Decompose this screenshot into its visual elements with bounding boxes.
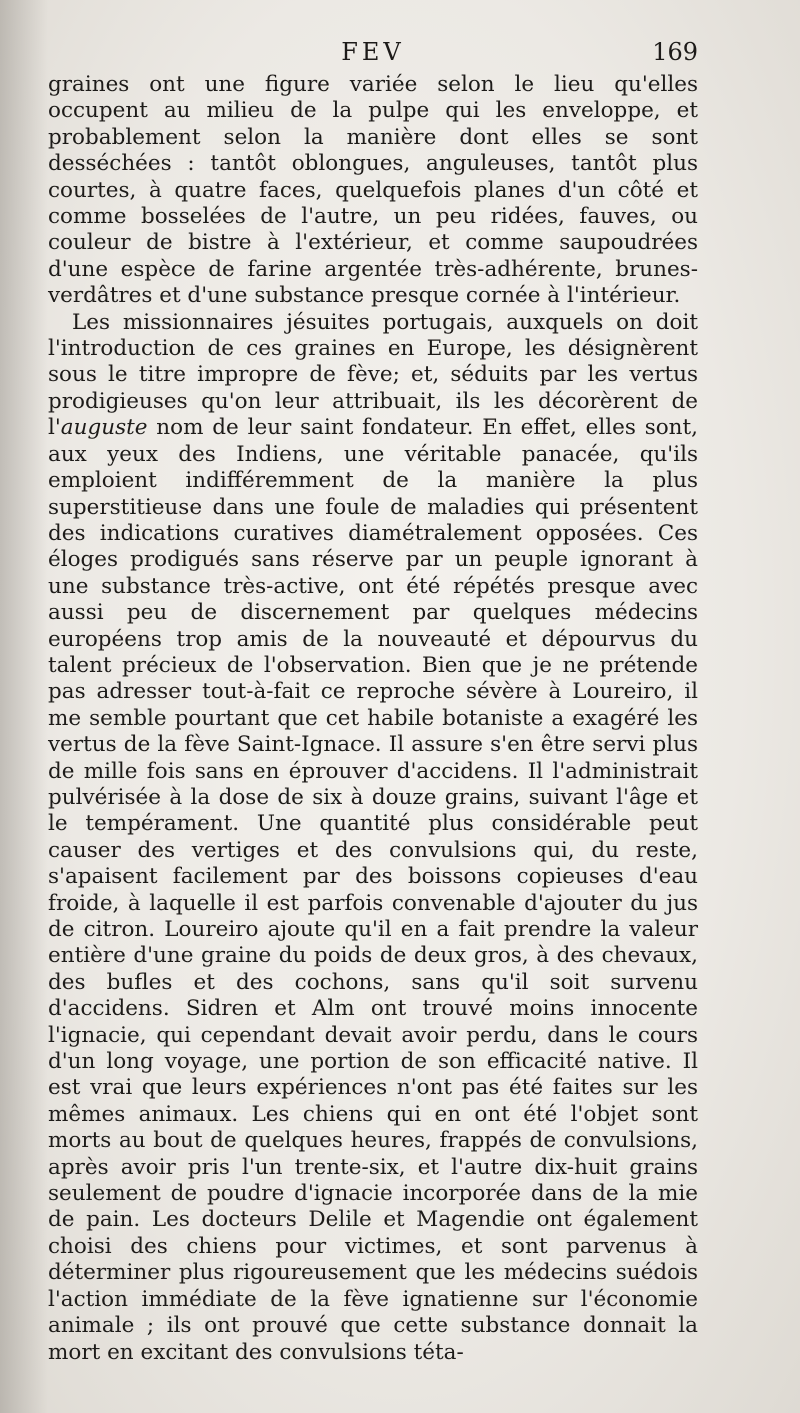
body-text [48,72,698,1366]
binding-shadow [0,0,48,1413]
page-number: 169 [652,38,698,66]
paragraph-2 [48,310,698,1366]
italic-word-auguste: auguste [60,415,148,441]
paragraph-1: graines ont une figure variée selon le lieu qu'elles occupent au milieu de la pulpe qui les enveloppe, et probablement selon la manière dont elles se sont desséchées : tantôt oblongues, anguleuses, tantôt plus courtes, à quatre faces, quelquefois planes d'un côté et comme bosselées de l'autre, un peu ridées, fauves, ou couleur de bistre à l'extérieur, et comme saupoudrées d'une espèce de farine argentée très-adhérente, brunes-verdâtres et d'une substance presque cornée à l'intérieur. [48,72,698,309]
page-header [48,38,698,74]
paragraph-2-part-2: nom de leur saint fondateur. En effet, elles sont, aux yeux des Indiens, une véritable panacée, qu'ils emploient indifféremment de la manière la plus superstitieuse dans une foule de maladies qui présentent des indications curatives diamétralement opposées. Ces éloges prodigués sans réserve par un peuple ignorant à une substance très-active, ont été répétés presque avec aussi peu de discernement par quelques médecins européens trop amis de la nouveauté et dépourvus du talent précieux de l'observation. Bien que je ne prétende pas adresser tout-à-fait ce reproche sévère à Loureiro, il me semble pourtant que cet habile botaniste a exagéré les vertus de la fève Saint-Ignace. Il assure s'en être servi plus de mille fois sans en éprouver d'accidens. Il l'administrait pulvérisée à la dose de six à douze grains, suivant l'âge et le tempérament. Une quantité plus considérable peut causer des vertiges et des convulsions qui, du reste, s'apaisent facilement par des boissons copieuses d'eau froide, à laquelle il est parfois convenable d'ajouter du jus de citron. Loureiro ajoute qu'il en a fait prendre la valeur entière d'une graine du poids de deux gros, à des chevaux, des bufles et des cochons, sans qu'il soit survenu d'accidens. Sidren et Alm ont trouvé moins innocente l'ignacie, qui cependant devait avoir perdu, dans le cours d'un long voyage, une portion de son efficacité native. Il est vrai que leurs expériences n'ont pas été faites sur les mêmes animaux. Les chiens qui en ont été l'objet sont morts au bout de quelques heures, frappés de convulsions, après avoir pris l'un trente-six, et l'autre dix-huit grains seulement de poudre d'ignacie incorporée dans de la mie de pain. Les docteurs Delile et Magendie ont également choisi des chiens pour victimes, et sont parvenus à déterminer plus rigoureusement que les médecins suédois l'action immédiate de la fève ignatienne sur l'économie animale ; ils ont prouvé que cette substance donnait la mort en excitant des convulsions téta- [48,415,698,1365]
paragraph-2-part-1: Les missionnaires jésuites portugais, auxquels on doit l'introduction de ces graines en Europe, les désignèrent sous le titre impropre de fève; et, séduits par les vertus prodigieuses qu'on leur attribuait, ils les décorèrent de l' [48,309,698,441]
running-head: FEV [341,38,405,66]
